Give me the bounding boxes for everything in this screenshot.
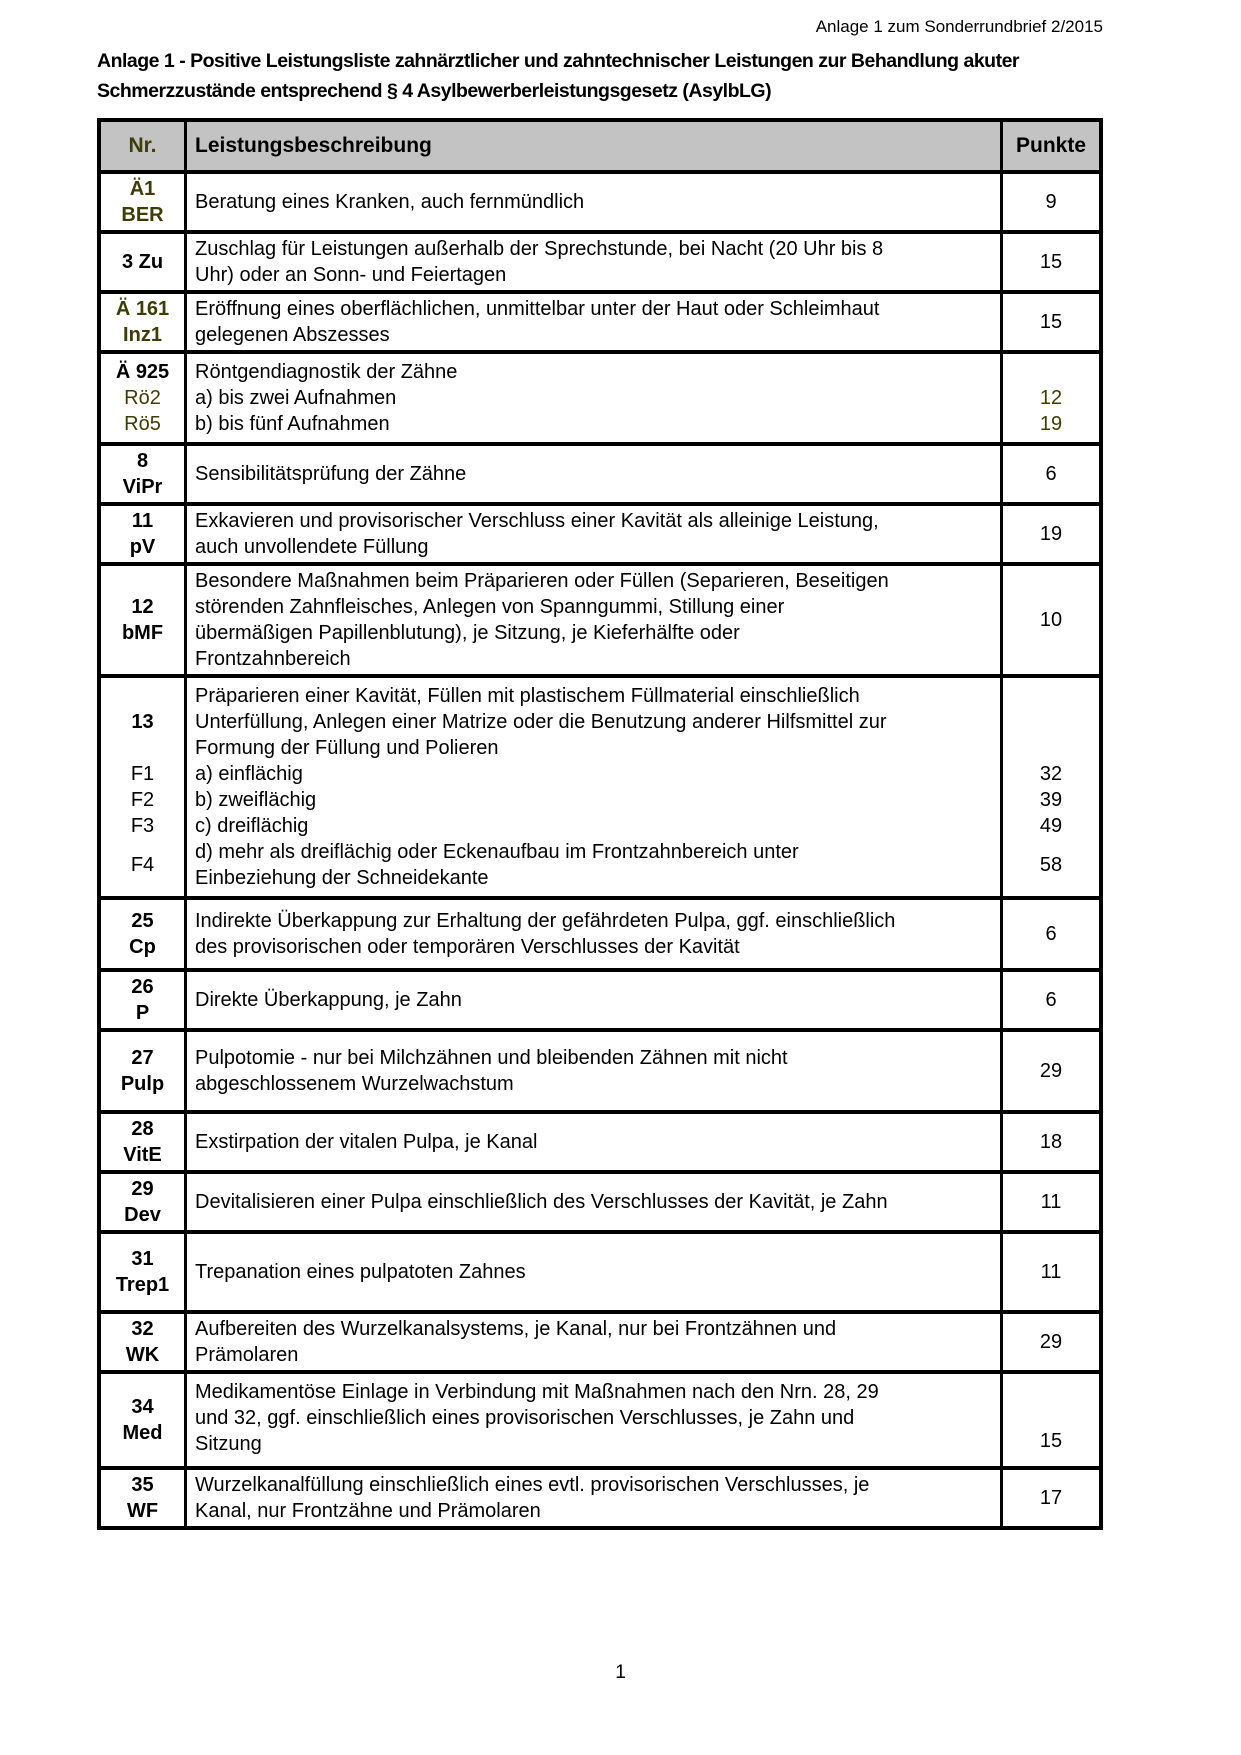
nr-line: WF [126,1500,159,1522]
description-line: Indirekte Überkappung zur Erhaltung der gefährdeten Pulpa, ggf. einschließlich [195,910,896,932]
column-header-nr: Nr. [101,122,187,170]
description-line: Pulpotomie - nur bei Milchzähnen und bleibenden Zähnen mit nicht [195,1047,788,1069]
column-header-points: Punkte [1000,122,1099,170]
nr-cell [101,566,187,674]
description-cell [187,1314,1000,1370]
nr-line: 3 Zu [121,251,164,273]
description-line: Eröffnung eines oberflächlichen, unmittelbar unter der Haut oder Schleimhaut [195,298,880,320]
description-line: a) bis zwei Aufnahmen [195,386,397,409]
table-row [101,968,1099,1028]
points-line: 9 [1045,191,1057,213]
description-line: Devitalisieren einer Pulpa einschließlich des Verschlusses der Kavität, je Zahn [195,1191,888,1213]
description-line: Wurzelkanalfüllung einschließlich eines evtl. provisorischen Verschlusses, je [195,1474,870,1496]
description-line: Beratung eines Kranken, auch fernmündlich [195,191,585,213]
page-content [97,16,1103,1530]
description-line: des provisorischen oder temporären Verschlusses der Kavität [195,936,740,958]
points-line: 32 [1039,762,1063,785]
description-line: Formung der Füllung und Polieren [195,736,499,759]
description-line: Kanal, nur Frontzähne und Prämolaren [195,1500,541,1522]
nr-line: 35 [131,1474,154,1496]
nr-line: bMF [121,622,164,644]
nr-cell [101,506,187,562]
points-cell [1000,1032,1099,1110]
nr-line: Rö5 [124,412,161,435]
nr-line: Ä 925 [115,360,170,383]
description-cell [187,174,1000,230]
points-line: 19 [1039,523,1063,545]
nr-line: P [135,1002,150,1024]
points-line: 15 [1039,251,1063,273]
points-line: 29 [1039,1060,1063,1082]
description-cell [187,1470,1000,1526]
description-line: Einbeziehung der Schneidekante [195,866,489,889]
nr-line: 27 [131,1047,154,1069]
points-line: 10 [1039,609,1063,631]
document-title-line-2: Schmerzzustände entsprechend § 4 Asylbewerberleistungsgesetz (AsylbLG) [97,80,772,102]
points-cell [1000,1470,1099,1526]
nr-line: F4 [130,853,155,876]
description-cell [187,446,1000,502]
nr-cell [101,234,187,290]
points-line: 12 [1039,386,1063,409]
description-line: Exstirpation der vitalen Pulpa, je Kanal [195,1131,538,1153]
page-number: 1 [615,1662,626,1683]
points-line: 6 [1045,923,1057,945]
nr-cell [101,900,187,968]
description-line: Uhr) oder an Sonn- und Feiertagen [195,264,507,286]
description-line: a) einflächig [195,762,303,785]
points-cell [1000,446,1099,502]
points-line: 6 [1045,463,1057,485]
points-line: 49 [1039,814,1063,837]
nr-line: Dev [124,1204,161,1226]
description-cell [187,566,1000,674]
description-line: d) mehr als dreiflächig oder Eckenaufbau im Frontzahnbereich unter [195,840,799,863]
description-line: b) bis fünf Aufnahmen [195,412,390,435]
table-header-row [101,122,1099,170]
nr-line: Trep1 [115,1274,170,1296]
table-row [101,442,1099,502]
points-line: 6 [1045,989,1057,1011]
nr-line: 11 [131,510,154,532]
description-line: Röntgendiagnostik der Zähne [195,360,458,383]
nr-cell [101,1314,187,1370]
nr-line: Ä1 [129,178,156,200]
points-cell [1000,972,1099,1028]
nr-cell [101,1470,187,1526]
document-title-line-1: Anlage 1 - Positive Leistungsliste zahnärztlicher und zahntechnischer Leistungen zur Behandlung akuter [97,50,1020,72]
points-cell [1000,294,1099,350]
table-row [101,896,1099,968]
nr-line: 26 [131,976,154,998]
services-table [97,118,1103,1530]
description-line: Frontzahnbereich [195,648,351,670]
description-cell [187,1174,1000,1230]
description-line: Exkavieren und provisorischer Verschluss einer Kavität als alleinige Leistung, [195,510,879,532]
nr-line: BER [121,204,164,226]
description-line: b) zweiflächig [195,788,317,811]
nr-line: F3 [130,814,155,837]
description-cell [187,1032,1000,1110]
description-cell [187,678,1000,896]
table-row [101,1310,1099,1370]
nr-line: F1 [130,762,155,785]
description-line: und 32, ggf. einschließlich eines provisorischen Verschlusses, je Zahn und [195,1407,855,1429]
points-line: 11 [1040,1261,1062,1283]
description-line: abgeschlossenem Wurzelwachstum [195,1073,514,1095]
table-row [101,230,1099,290]
description-line: Sitzung [195,1433,262,1455]
points-cell [1000,1174,1099,1230]
nr-cell [101,1234,187,1310]
nr-line: WK [125,1344,160,1366]
nr-line: Cp [129,936,156,958]
description-line: Präparieren einer Kavität, Füllen mit plastischem Füllmaterial einschließlich [195,684,860,707]
description-line: Trepanation eines pulpatoten Zahnes [195,1261,526,1283]
description-line: übermäßigen Papillenblutung), je Sitzung, je Kieferhälfte oder [195,622,740,644]
points-cell [1000,566,1099,674]
description-cell [187,972,1000,1028]
nr-line: 31 [131,1248,154,1270]
nr-line: pV [129,536,156,558]
table-row [101,562,1099,674]
description-line: Direkte Überkappung, je Zahn [195,989,462,1011]
table-row [101,1110,1099,1170]
nr-cell [101,972,187,1028]
nr-cell [101,1114,187,1170]
description-cell [187,1374,1000,1466]
points-cell [1000,1234,1099,1310]
description-line: Medikamentöse Einlage in Verbindung mit Maßnahmen nach den Nrn. 28, 29 [195,1381,879,1403]
table-row [101,290,1099,350]
points-cell [1000,174,1099,230]
points-cell [1000,234,1099,290]
nr-line: 8 [136,450,149,472]
nr-line: 32 [131,1318,154,1340]
points-line: 39 [1039,788,1063,811]
description-cell [187,234,1000,290]
document-title [97,46,1103,106]
table-row [101,1230,1099,1310]
nr-cell [101,354,187,442]
description-cell [187,506,1000,562]
nr-line: Ä 161 [115,298,170,320]
description-cell [187,354,1000,442]
nr-line: 34 [131,1396,154,1418]
description-line: gelegenen Abszesses [195,324,390,346]
nr-cell [101,1374,187,1466]
points-line: 58 [1039,853,1063,876]
table-row [101,502,1099,562]
description-cell [187,1114,1000,1170]
nr-line: 25 [131,910,154,932]
points-cell [1000,354,1099,442]
table-row [101,170,1099,230]
nr-cell [101,446,187,502]
nr-line: 28 [131,1118,154,1140]
table-row [101,674,1099,896]
description-cell [187,900,1000,968]
points-line: 18 [1039,1131,1063,1153]
nr-line: 12 [131,596,154,618]
points-line: 15 [1039,311,1063,333]
points-line: 17 [1039,1487,1063,1509]
nr-cell [101,294,187,350]
points-cell [1000,1314,1099,1370]
description-line: c) dreiflächig [195,814,309,837]
table-row [101,350,1099,442]
table-row [101,1170,1099,1230]
nr-line: Pulp [120,1073,165,1095]
description-line: störenden Zahnfleisches, Anlegen von Spanngummi, Stillung einer [195,596,785,618]
points-cell [1000,900,1099,968]
table-row [101,1466,1099,1526]
description-cell [187,294,1000,350]
points-cell [1000,1114,1099,1170]
nr-line: Med [122,1422,163,1444]
nr-line: ViPr [122,476,163,498]
points-cell [1000,506,1099,562]
description-cell [187,1234,1000,1310]
nr-line: 13 [131,710,154,733]
description-line: Zuschlag für Leistungen außerhalb der Sprechstunde, bei Nacht (20 Uhr bis 8 [195,238,884,260]
points-line: 29 [1039,1331,1063,1353]
description-line: Sensibilitätsprüfung der Zähne [195,463,467,485]
description-line: Prämolaren [195,1344,299,1366]
column-header-description: Leistungsbeschreibung [195,134,432,157]
points-line: 19 [1039,412,1063,435]
description-line: Unterfüllung, Anlegen einer Matrize oder die Benutzung anderer Hilfsmittel zur [195,710,887,733]
nr-line: Inz1 [123,324,162,346]
description-line: auch unvollendete Füllung [195,536,429,558]
points-line: 15 [1039,1430,1063,1452]
table-row [101,1370,1099,1466]
nr-cell [101,678,187,896]
description-line: Aufbereiten des Wurzelkanalsystems, je Kanal, nur bei Frontzähnen und [195,1318,837,1340]
nr-line: VitE [123,1144,162,1166]
points-line: 11 [1040,1191,1062,1213]
table-row [101,1028,1099,1110]
nr-line: Rö2 [124,386,161,409]
nr-line: F2 [130,788,155,811]
points-cell [1000,678,1099,896]
document-reference: Anlage 1 zum Sonderrundbrief 2/2015 [815,17,1103,36]
nr-cell [101,1032,187,1110]
nr-cell [101,1174,187,1230]
description-line: Besondere Maßnahmen beim Präparieren oder Füllen (Separieren, Beseitigen [195,570,889,592]
points-cell [1000,1374,1099,1466]
nr-cell [101,174,187,230]
nr-line: 29 [131,1178,154,1200]
